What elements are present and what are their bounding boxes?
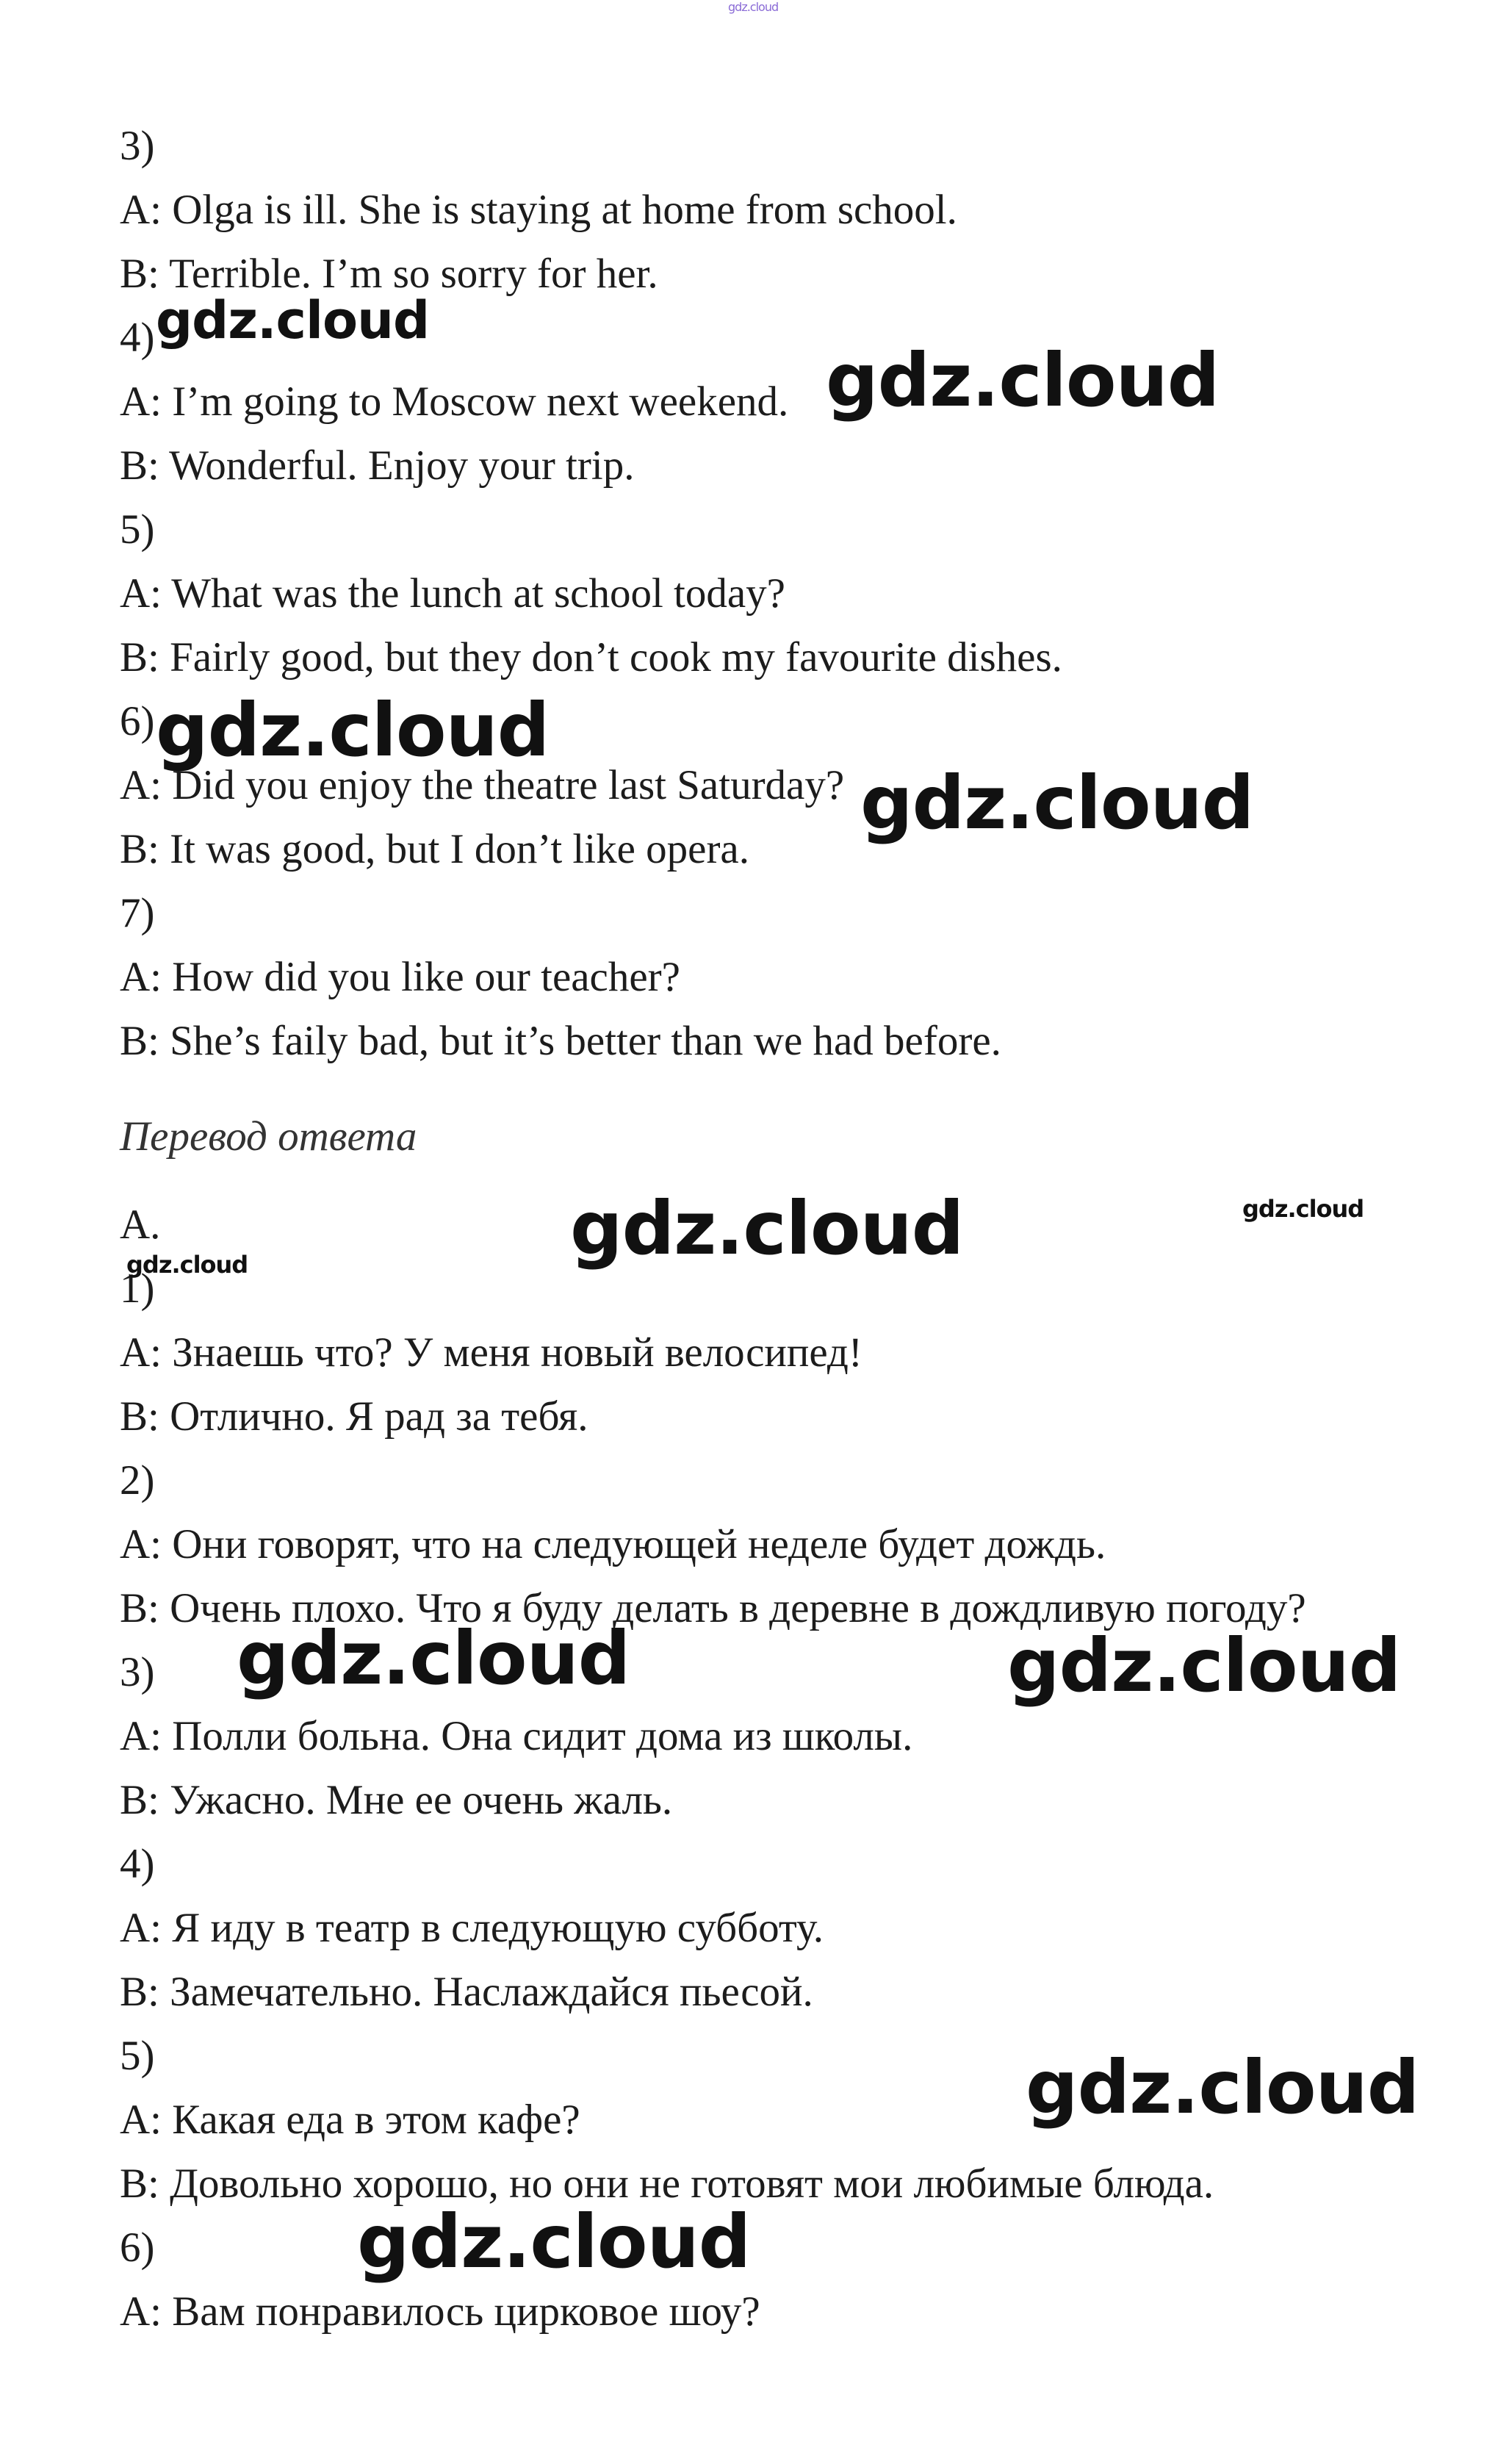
watermark: gdz.cloud <box>156 290 430 351</box>
site-tag-watermark: gdz.cloud <box>728 0 779 14</box>
dialogue-line-a: A: How did you like our teacher? <box>120 954 680 1000</box>
watermark: gdz.cloud <box>357 2199 751 2285</box>
dialogue-line-b: B: She’s faily bad, but it’s better than we had before. <box>120 1018 1001 1064</box>
dialogue-number: 5) <box>120 506 155 553</box>
dialogue-number: 5) <box>120 2033 155 2079</box>
dialogue-line-a: A: Olga is ill. She is staying at home from school. <box>120 187 957 233</box>
translation-heading: Перевод ответа <box>120 1113 417 1160</box>
dialogue-line-a: A: Вам понравилось цирковое шоу? <box>120 2288 760 2335</box>
dialogue-number: 6) <box>120 698 155 744</box>
dialogue-line-b: B: It was good, but I don’t like opera. <box>120 826 749 872</box>
dialogue-number: 4) <box>120 315 155 361</box>
watermark: gdz.cloud <box>1007 1623 1401 1709</box>
dialogue-line-b: B: Fairly good, but they don’t cook my favourite dishes. <box>120 634 1062 680</box>
watermark: gdz.cloud <box>826 337 1220 423</box>
dialogue-number: 1) <box>120 1265 155 1312</box>
dialogue-line-a: A: What was the lunch at school today? <box>120 570 785 617</box>
dialogue-number: 7) <box>120 890 155 936</box>
dialogue-line-a: A: Знаешь что? У меня новый велосипед! <box>120 1329 862 1376</box>
dialogue-number: 3) <box>120 1649 155 1695</box>
dialogue-line-a: A: Я иду в театр в следующую субботу. <box>120 1905 824 1951</box>
dialogue-line-a: A: I’m going to Moscow next weekend. <box>120 378 789 425</box>
dialogue-line-b: B: Очень плохо. Что я буду делать в деревне в дождливую погоду? <box>120 1585 1306 1631</box>
dialogue-number: 3) <box>120 123 155 169</box>
watermark: gdz.cloud <box>1026 2044 1419 2130</box>
dialogue-line-a: A: Они говорят, что на следующей неделе будет дождь. <box>120 1521 1106 1567</box>
dialogue-line-a: A: Did you enjoy the theatre last Saturday? <box>120 762 845 808</box>
watermark: gdz.cloud <box>860 760 1254 846</box>
dialogue-number: 6) <box>120 2224 155 2271</box>
watermark: gdz.cloud <box>237 1615 630 1701</box>
dialogue-line-b: B: Terrible. I’m so sorry for her. <box>120 251 658 297</box>
watermark: gdz.cloud <box>570 1185 964 1271</box>
dialogue-line-b: B: Ужасно. Мне ее очень жаль. <box>120 1777 673 1823</box>
watermark: gdz.cloud <box>1242 1195 1364 1223</box>
dialogue-line-a: A: Какая еда в этом кафе? <box>120 2097 580 2143</box>
dialogue-number: 2) <box>120 1457 155 1504</box>
dialogue-number: 4) <box>120 1841 155 1887</box>
dialogue-line-a: A: Полли больна. Она сидит дома из школы. <box>120 1713 913 1759</box>
dialogue-line-b: B: Отлично. Я рад за тебя. <box>120 1393 588 1440</box>
section-label: A. <box>120 1202 161 1248</box>
dialogue-line-b: B: Wonderful. Enjoy your trip. <box>120 442 635 489</box>
watermark: gdz.cloud <box>126 1251 248 1279</box>
watermark: gdz.cloud <box>156 687 550 773</box>
dialogue-line-b: B: Замечательно. Наслаждайся пьесой. <box>120 1969 813 2015</box>
dialogue-line-b: B: Довольно хорошо, но они не готовят мои любимые блюда. <box>120 2161 1214 2207</box>
